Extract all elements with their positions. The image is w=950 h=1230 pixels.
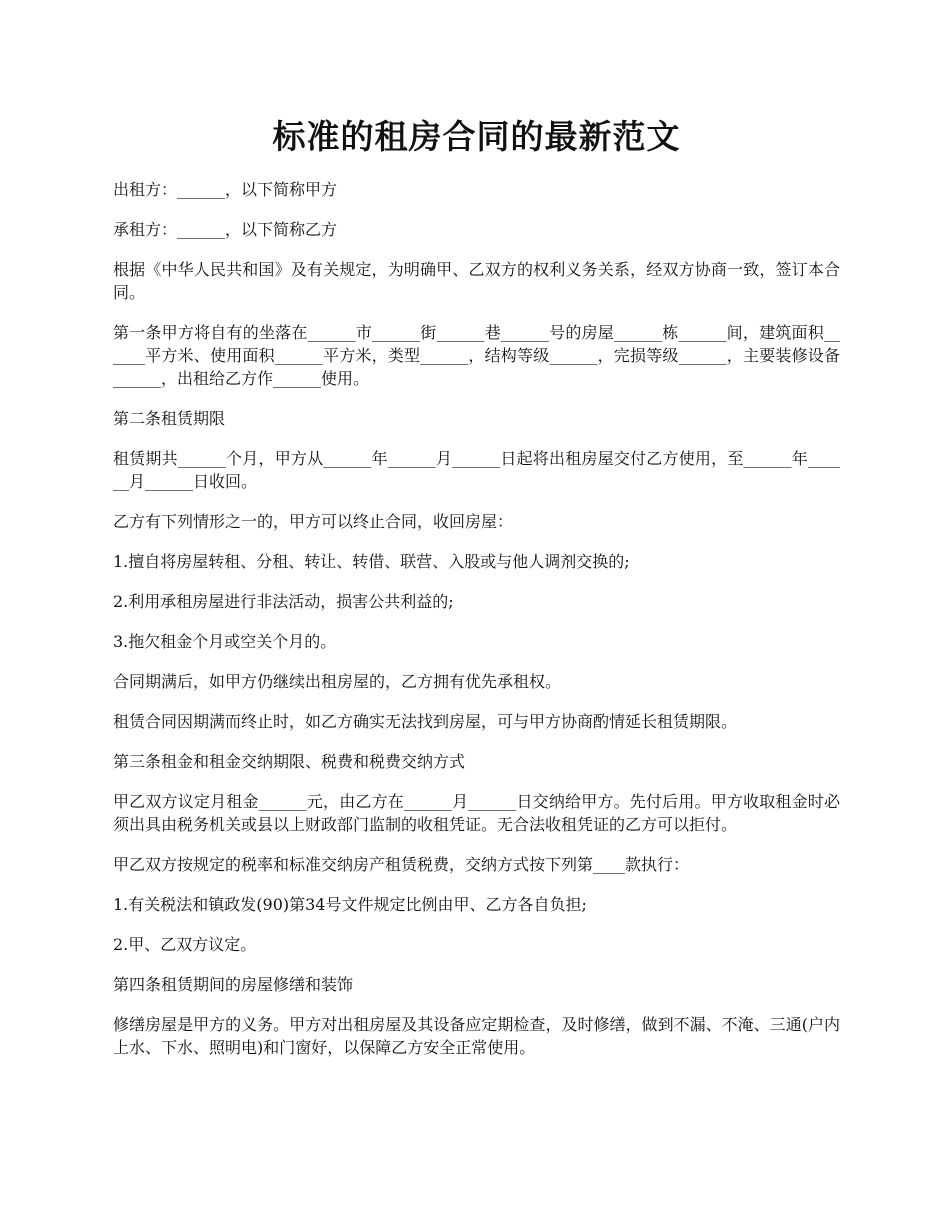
- heading-article-4: 第四条租赁期间的房屋修缮和装饰: [113, 975, 354, 994]
- paragraph-lease-term: 租赁期共______个月，甲方从______年______月______日起将出租房屋交付乙方使用，至______年______月______日收回。: [113, 449, 840, 491]
- list-item-termination-2: 2.利用承租房屋进行非法活动，损害公共利益的;: [113, 592, 454, 611]
- paragraph-taxes: 甲乙双方按规定的税率和标准交纳房产租赁税费，交纳方式按下列第____款执行：: [113, 855, 690, 874]
- document-body: [113, 178, 840, 1076]
- paragraph-extension: 租赁合同因期满而终止时，如乙方确实无法找到房屋，可与甲方协商酌情延长租赁期限。: [113, 712, 738, 731]
- list-item-tax-2: 2.甲、乙双方议定。: [113, 935, 257, 954]
- paragraph-repairs: 修缮房屋是甲方的义务。甲方对出租房屋及其设备应定期检查，及时修缮，做到不漏、不淹、三通(户内上水、下水、照明电)和门窗好，以保障乙方安全正常使用。: [113, 1015, 840, 1057]
- paragraph-article-1: 第一条甲方将自有的坐落在______市______街______巷______号的房屋______栋______间，建筑面积______平方米、使用面积______平方米，类型______，结构等级______，完损等级______，主要装修设备______，出租给乙方作______使用。: [113, 323, 840, 388]
- heading-article-2: 第二条租赁期限: [113, 409, 226, 428]
- paragraph-rent: 甲乙双方议定月租金______元，由乙方在______月______日交纳给甲方。先付后用。甲方收取租金时必须出具由税务机关或县以上财政部门监制的收租凭证。无合法收租凭证的乙方可以拒付。: [113, 792, 840, 834]
- document-title: 标准的租房合同的最新范文: [272, 117, 681, 156]
- list-item-termination-1: 1.擅自将房屋转租、分租、转让、转借、联营、入股或与他人调剂交换的;: [113, 552, 630, 571]
- heading-article-3: 第三条租金和租金交纳期限、税费和税费交纳方式: [113, 752, 466, 771]
- paragraph-renewal-priority: 合同期满后，如甲方仍继续出租房屋的，乙方拥有优先承租权。: [113, 672, 562, 691]
- paragraph-lessor: 出租方：______，以下简称甲方: [113, 180, 338, 199]
- list-item-termination-3: 3.拖欠租金个月或空关个月的。: [113, 632, 337, 651]
- paragraph-termination-intro: 乙方有下列情形之一的，甲方可以终止合同，收回房屋：: [113, 512, 514, 531]
- paragraph-lessee: 承租方：______，以下简称乙方: [113, 220, 338, 239]
- list-item-tax-1: 1.有关税法和镇政发(90)第34号文件规定比例由甲、乙方各自负担;: [113, 895, 587, 914]
- paragraph-preamble: 根据《中华人民共和国》及有关规定，为明确甲、乙双方的权利义务关系，经双方协商一致，签订本合同。: [113, 260, 840, 302]
